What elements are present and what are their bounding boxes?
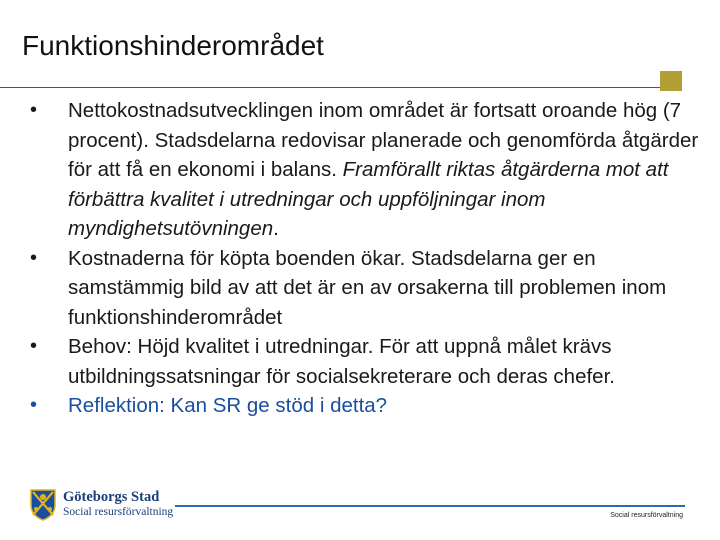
logo-subtitle: Social resursförvaltning bbox=[63, 506, 174, 518]
logo-name: Göteborgs Stad bbox=[63, 489, 160, 505]
bullet-item bbox=[30, 244, 700, 333]
title-rule bbox=[0, 87, 668, 88]
bullet-text: Nettokostnadsutvecklingen inom området är fortsatt oroande hög (7 procent). Stadsdelarna redovisar planerade och genomförda åtgärder för att få en ekonomi i balans. bbox=[68, 99, 699, 181]
footer-line bbox=[175, 505, 685, 507]
city-logo bbox=[28, 487, 173, 523]
bullet-text: Reflektion: Kan SR ge stöd i detta? bbox=[68, 394, 388, 417]
bullet-text: Kostnaderna för köpta boenden ökar. Stadsdelarna ger en samstämmig bild av att det är en av orsakerna till problemen inom funktionshinderområdet bbox=[68, 246, 667, 329]
city-emblem-icon bbox=[28, 487, 58, 521]
accent-square bbox=[660, 71, 682, 91]
bullet-text: Behov: Höjd kvalitet i utredningar. För att uppnå målet krävs utbildningssatsningar för socialsekreterare och deras chefer. bbox=[68, 335, 615, 388]
bullet-list bbox=[30, 96, 700, 421]
bullet-item bbox=[30, 332, 700, 391]
footer-note: Social resursförvaltning bbox=[610, 512, 683, 519]
bullet-emphasis: Framförallt riktas åtgärderna mot att förbättra kvalitet i utredningar och uppföljningar inom myndighetsutövningen bbox=[68, 158, 669, 240]
slide-title: Funktionshinderområdet bbox=[22, 30, 324, 61]
bullet-tail: . bbox=[273, 217, 279, 240]
bullet-item bbox=[30, 96, 700, 244]
bullet-item-reflection bbox=[30, 391, 700, 421]
